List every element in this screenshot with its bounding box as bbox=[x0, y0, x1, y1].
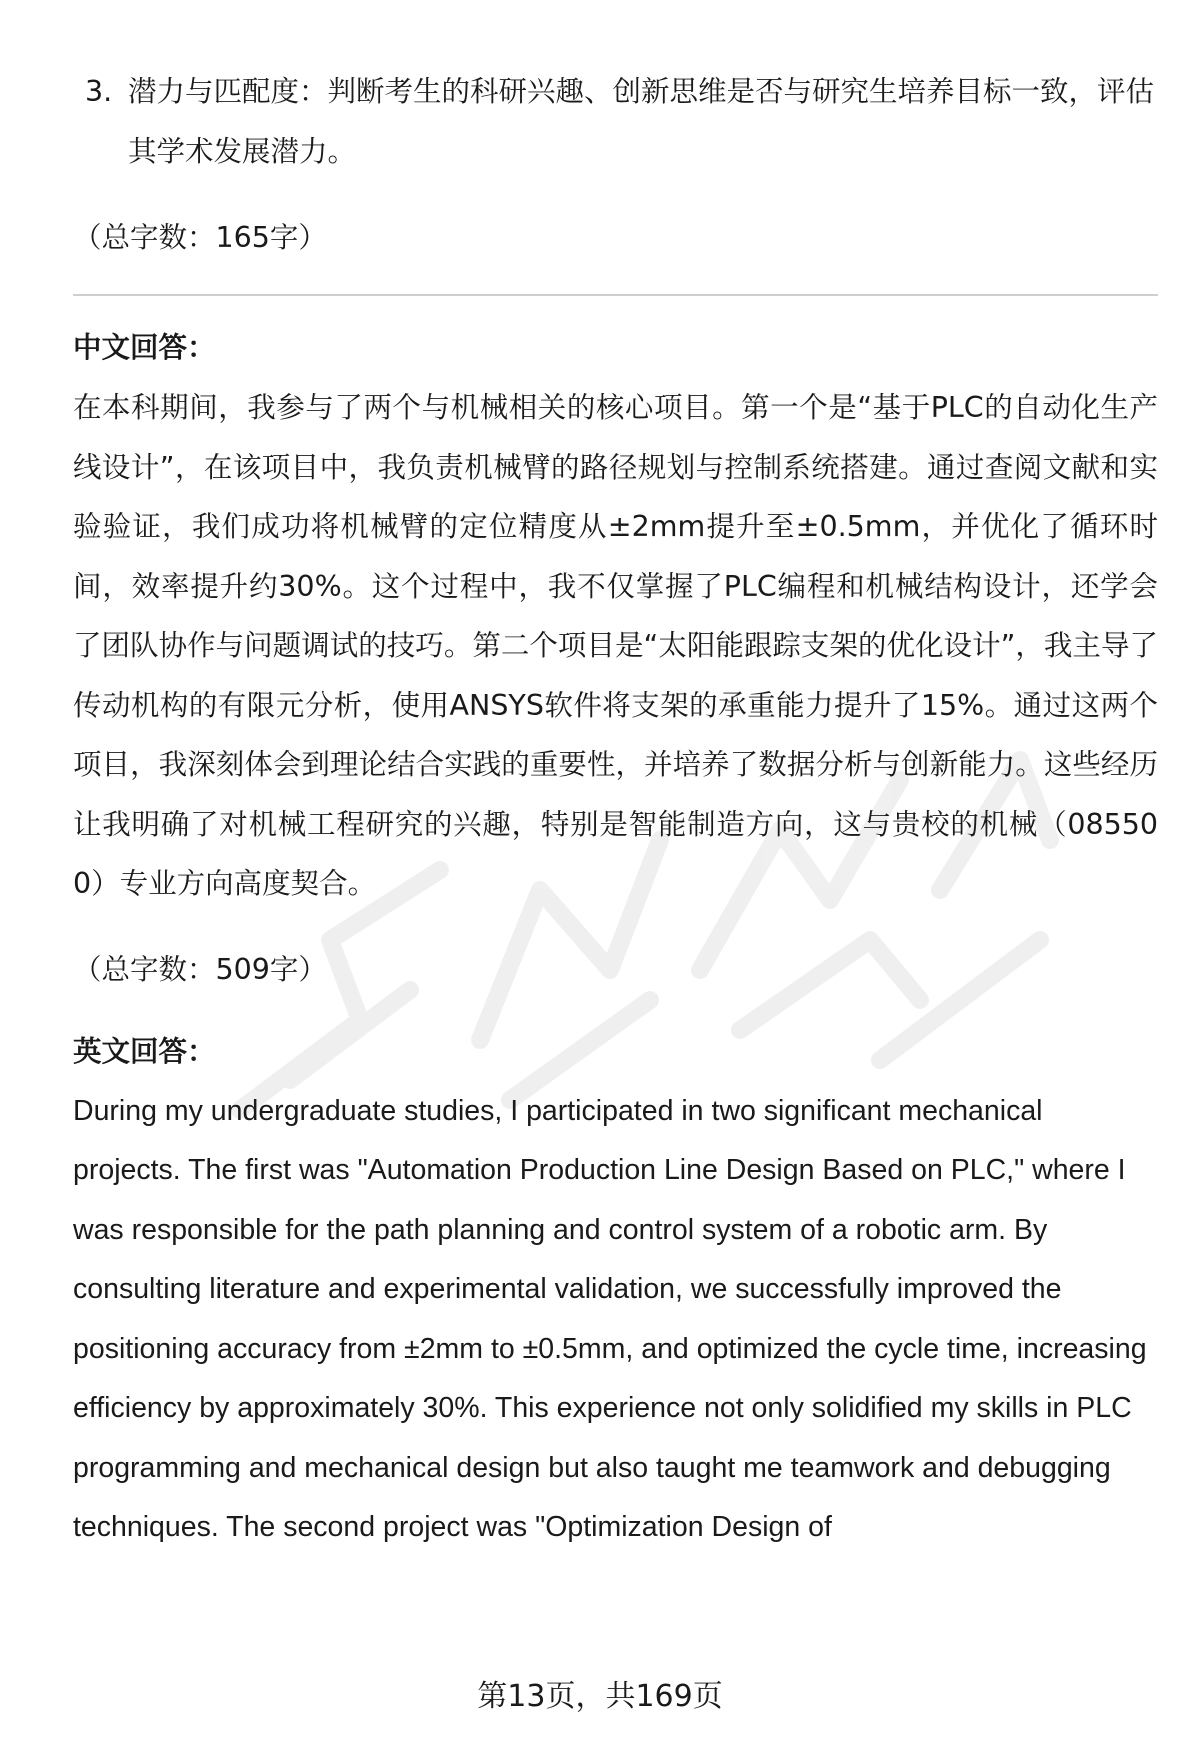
list-item bbox=[73, 62, 1158, 182]
english-answer-body: During my undergraduate studies, I participated in two significant mechanical projects. The first was "Automation Production Line Design Based on PLC," where I was responsible for the path planning and control system of a robotic arm. By consulting literature and experimental validation, we successfully improved the positioning accuracy from ±2mm to ±0.5mm, and optimized the cycle time, increasing efficiency by approximately 30%. This experience not only solidified my skills in PLC programming and mechanical design but also taught me teamwork and debugging techniques. The second project was "Optimization Design of bbox=[73, 1094, 1147, 1543]
chinese-answer-body: 在本科期间，我参与了两个与机械相关的核心项目。第一个是“基于PLC的自动化生产线设计”，在该项目中，我负责机械臂的路径规划与控制系统搭建。通过查阅文献和实验验证，我们成功将机械臂的定位精度从±2mm提升至±0.5mm，并优化了循环时间，效率提升约30%。这个过程中，我不仅掌握了PLC编程和机械结构设计，还学会了团队协作与问题调试的技巧。第二个项目是“太阳能跟踪支架的优化设计”，我主导了传动机构的有限元分析，使用ANSYS软件将支架的承重能力提升了15%。通过这两个项目，我深刻体会到理论结合实践的重要性，并培养了数据分析与创新能力。这些经历让我明确了对机械工程研究的兴趣，特别是智能制造方向，这与贵校的机械（085500）专业方向高度契合。 bbox=[73, 391, 1158, 900]
section-divider bbox=[73, 294, 1158, 296]
chinese-answer-heading: 中文回答： bbox=[73, 331, 216, 364]
word-count-criteria: （总字数：165字） bbox=[73, 221, 327, 254]
word-count-chinese: （总字数：509字） bbox=[73, 952, 327, 986]
list-item-number: 3. bbox=[85, 75, 113, 108]
page-number-footer: 第13页，共169页 bbox=[477, 1679, 723, 1714]
list-item-text: 潜力与匹配度：判断考生的科研兴趣、创新思维是否与研究生培养目标一致，评估其学术发展潜力。 bbox=[128, 75, 1155, 168]
main-content bbox=[73, 62, 1158, 1618]
english-answer-heading: 英文回答： bbox=[73, 1034, 216, 1068]
